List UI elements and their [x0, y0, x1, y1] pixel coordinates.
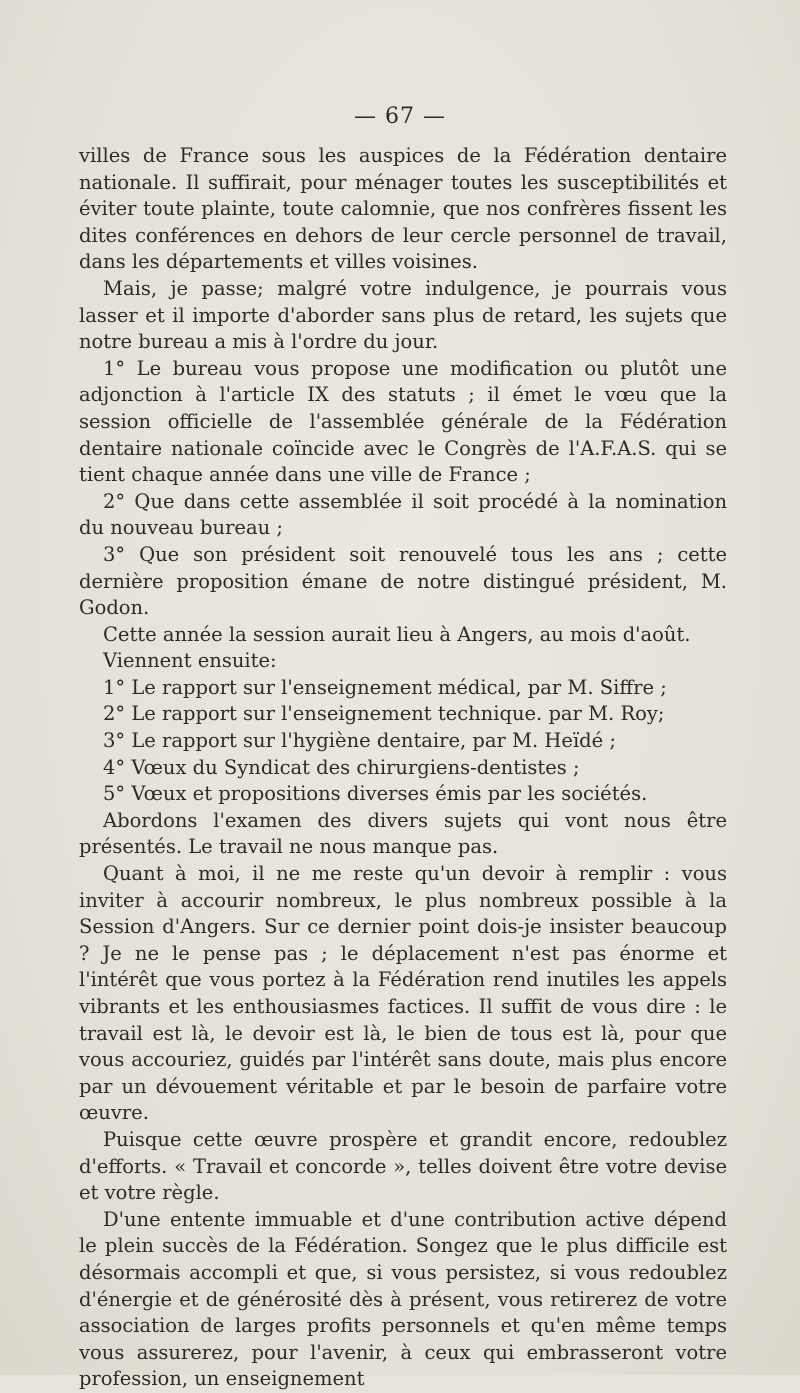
list-item: 2° Le rapport sur l'enseignement technique. par M. Roy;	[103, 702, 665, 726]
paragraph: 1° Le bureau vous propose une modification ou plutôt une adjonction à l'article IX des statuts ; il émet le vœu que la session officielle de l'assemblée générale de la Fédération dentaire nationale coïncide avec le Congrès de l'A.F.A.S. qui se tient chaque année dans une ville de France ;	[79, 356, 727, 487]
list-item: 3° Le rapport sur l'hygiène dentaire, par M. Heïdé ;	[103, 729, 616, 753]
paragraph: 2° Que dans cette assemblée il soit procédé à la nomination du nouveau bureau ;	[79, 489, 727, 540]
paragraph: Mais, je passe; malgré votre indulgence, je pourrais vous lasser et il importe d'aborder sans plus de retard, les sujets que notre bureau a mis à l'ordre du jour.	[79, 276, 727, 354]
paragraph: Cette année la session aurait lieu à Angers, au mois d'août.	[103, 622, 691, 646]
paragraph: Viennent ensuite:	[103, 649, 277, 673]
paragraph: Quant à moi, il ne me reste qu'un devoir à remplir : vous inviter à accourir nombreux, le plus nombreux possible à la Session d'Angers. Sur ce dernier point dois-je insister beaucoup ? Je ne le pense pas ; le déplacement n'est pas énorme et l'intérêt que vous portez à la Fédération rend inutiles les appels vibrants et les enthousiasmes factices. Il suffit de vous dire : le travail est là, le devoir est là, le bien de tous est là, pour que vous accouriez, guidés par l'intérêt sans doute, mais plus encore par un dévouement véritable et par le besoin de parfaire votre œuvre.	[79, 862, 727, 1125]
list-item: 1° Le rapport sur l'enseignement médical, par M. Siffre ;	[103, 675, 667, 699]
paragraph: Abordons l'examen des divers sujets qui vont nous être présentés. Le travail ne nous manque pas.	[79, 808, 727, 859]
body-text	[79, 143, 727, 1393]
paragraph: D'une entente immuable et d'une contribution active dépend le plein succès de la Fédération. Songez que le plus difficile est désormais accompli et que, si vous persistez, si vous redoublez d'énergie et de générosité dès à présent, vous retirerez de votre association de larges profits personnels et qu'en même temps vous assurerez, pour l'avenir, à ceux qui embrasseront votre profession, un enseignement	[79, 1207, 727, 1391]
list-item: 4° Vœux du Syndicat des chirurgiens-dentistes ;	[103, 755, 580, 779]
paragraph: Puisque cette œuvre prospère et grandit encore, redoublez d'efforts. « Travail et concorde », telles doivent être votre devise et votre règle.	[79, 1127, 727, 1205]
page-number: — 67 —	[354, 104, 446, 129]
list-item: 5° Vœux et propositions diverses émis par les sociétés.	[103, 782, 648, 806]
paragraph: 3° Que son président soit renouvelé tous les ans ; cette dernière proposition émane de notre distingué président, M. Godon.	[79, 542, 727, 620]
paragraph: villes de France sous les auspices de la Fédération dentaire nationale. Il suffirait, pour ménager toutes les susceptibilités et éviter toute plainte, toute calomnie, que nos confrères fissent les dites conférences en dehors de leur cercle personnel de travail, dans les départements et villes voisines.	[79, 144, 727, 274]
